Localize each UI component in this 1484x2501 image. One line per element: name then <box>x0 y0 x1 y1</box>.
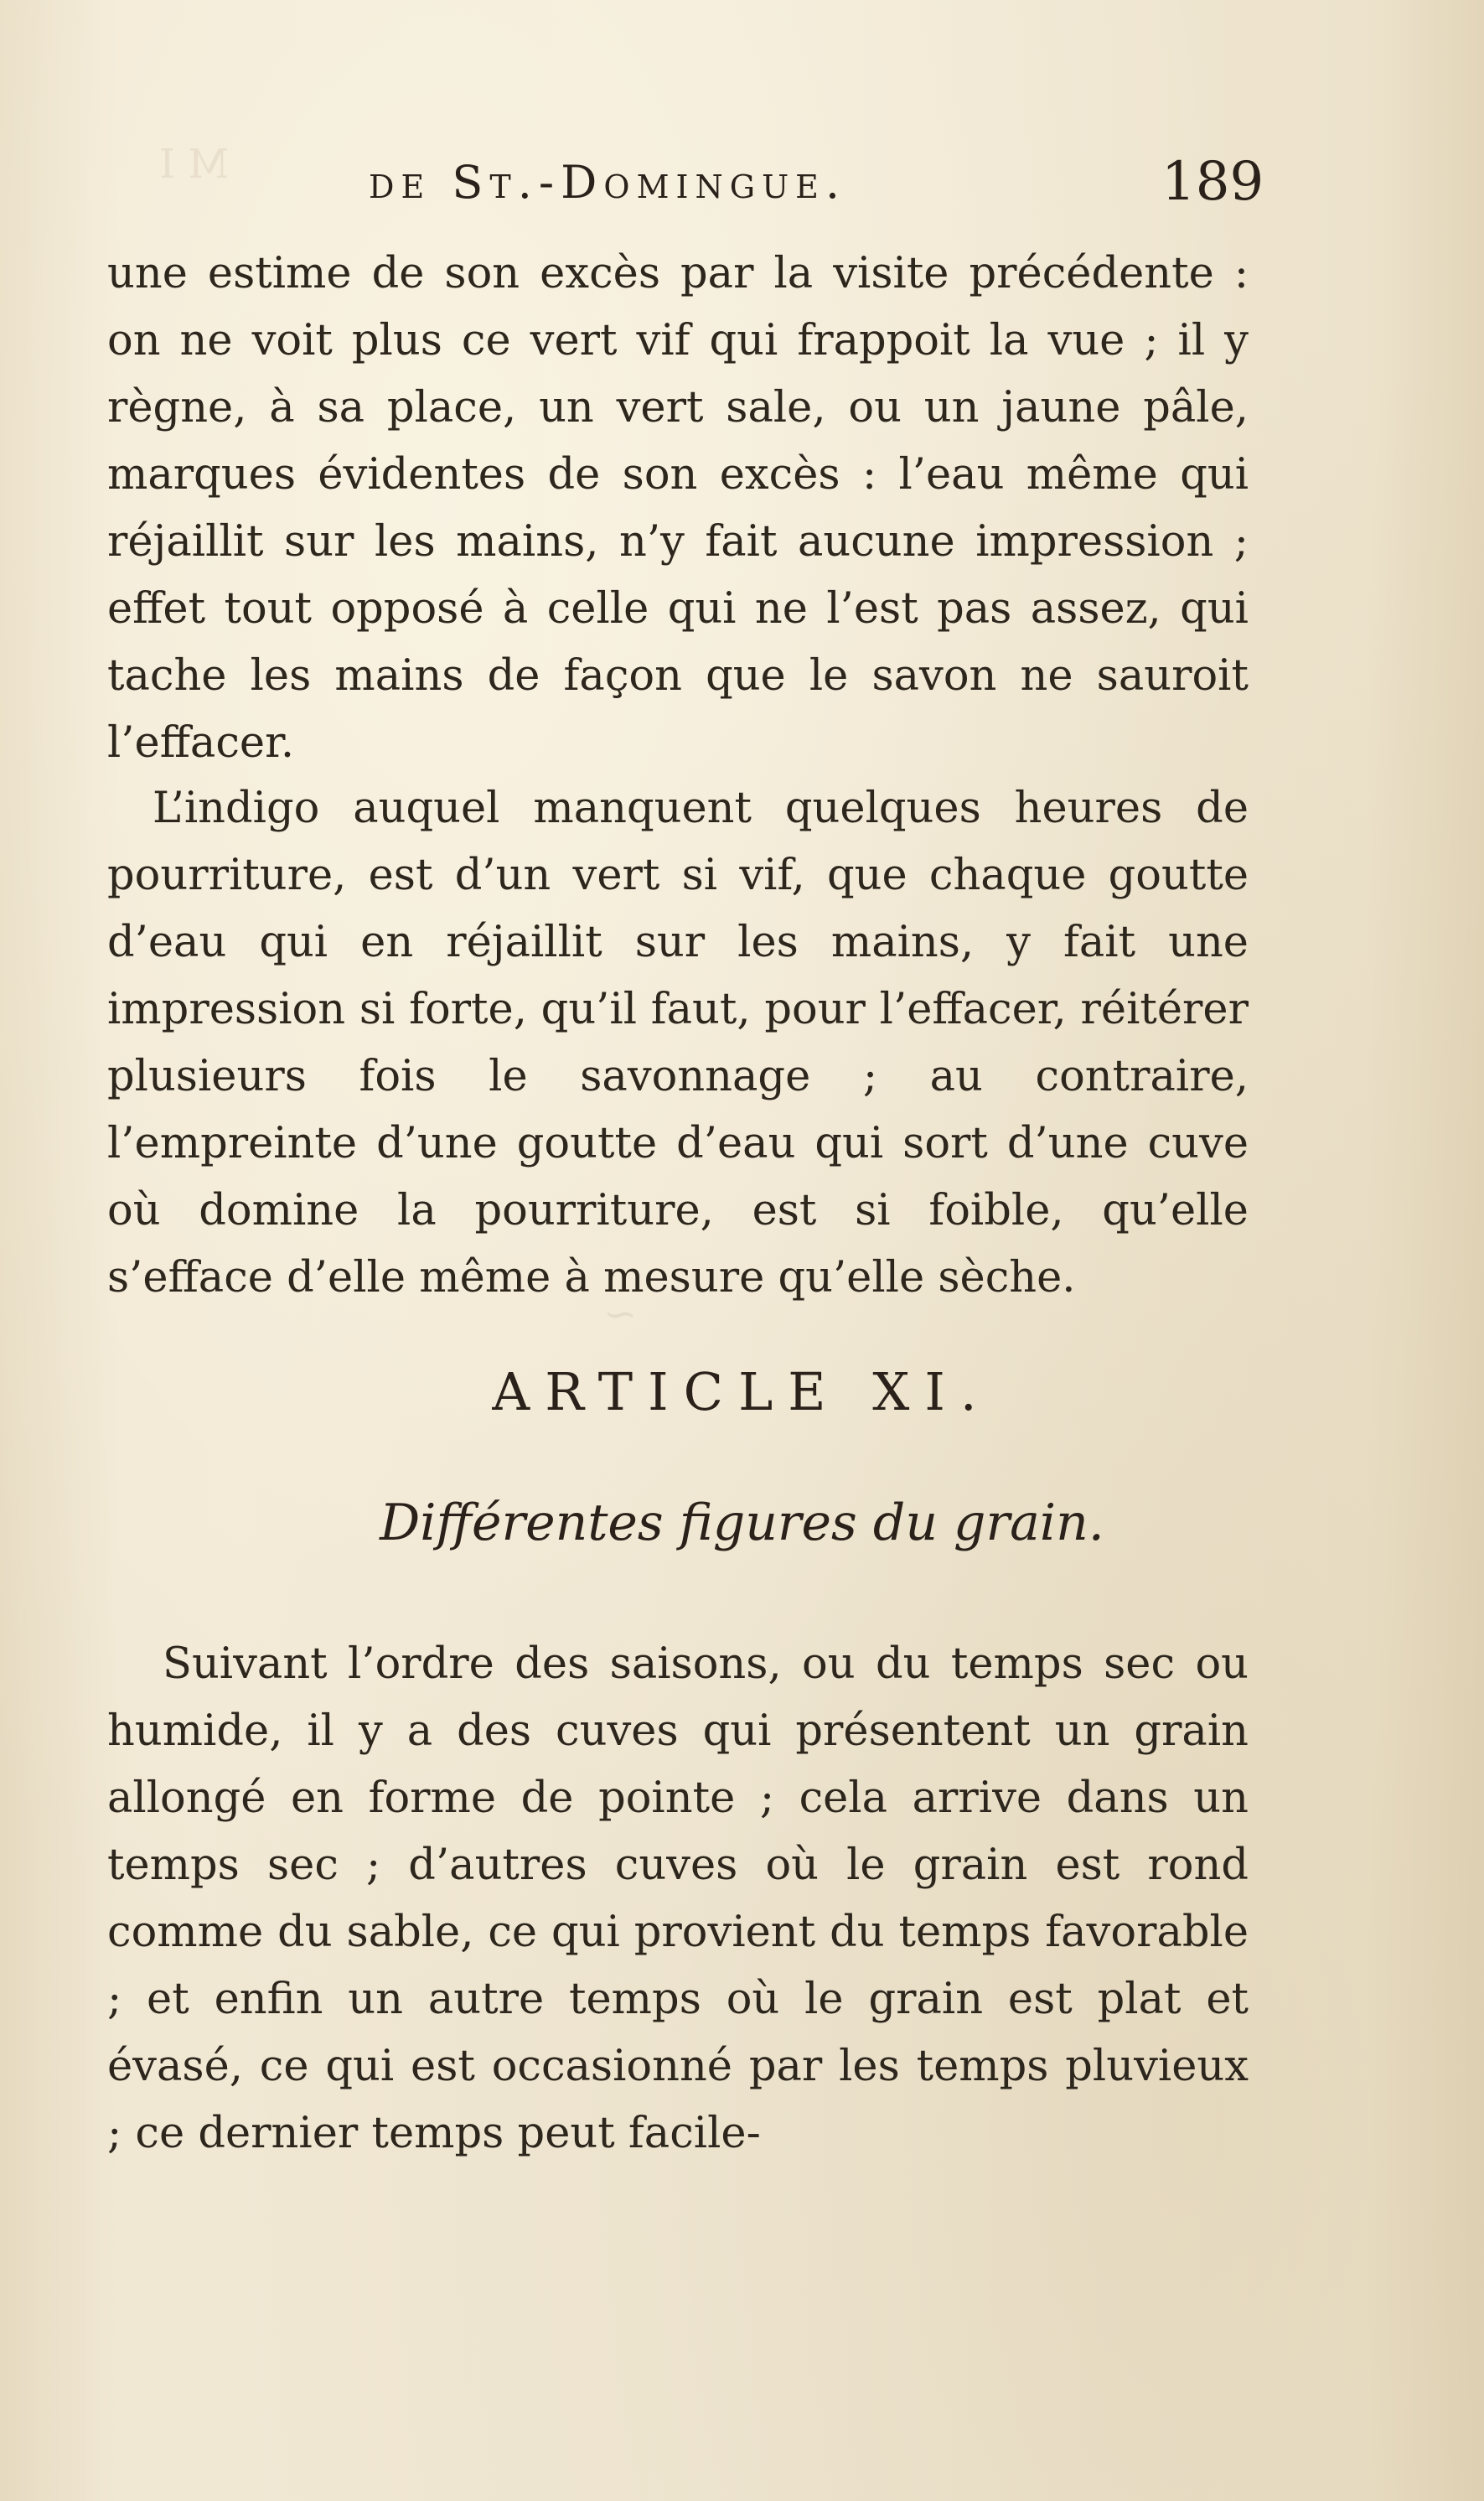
article-paragraph: Suivant l’ordre des saisons, ou du temps sec ou humide, il y a des cuves qui présentent un grain allongé en forme de pointe ; cela arrive dans un temps sec ; d’autres cuves où le grain est rond comme du sable, ce qui provient du temps favorable ; et enfin un autre temps où le grain est plat et évasé, ce qui est occasionné par les temps pluvieux ; ce dernier temps peut facile- <box>107 1639 1249 2158</box>
running-head <box>0 148 1484 223</box>
paragraph-indigo: L’indigo auquel manquent quelques heures de pourriture, est d’un vert si vif, que chaque goutte d’eau qui en réjaillit sur les mains, y fait une impression si forte, qu’il faut, pour l’effacer, réitérer plusieurs fois le savonnage ; au contraire, l’empreinte d’une goutte d’eau qui sort d’une cuve où domine la pourriture, est si foible, qu’elle s’efface d’elle même à mesure qu’elle sèche. <box>107 784 1249 1302</box>
show-through-text: ~ <box>603 1291 638 1338</box>
article-subtitle: Différentes figures du grain. <box>380 1494 1104 1552</box>
running-title: de St.-Domingue. <box>369 156 847 209</box>
show-through-text: M I <box>159 141 230 188</box>
paragraph-continuation: une estime de son excès par la visite précédente : on ne voit plus ce vert vif qui frappoit la vue ; il y règne, à sa place, un vert sale, ou un jaune pâle, marques évidentes de son excès : l’eau même qui réjaillit sur les mains, n’y fait aucune impression ; effet tout opposé à celle qui ne l’est pas assez, qui tache les mains de façon que le savon ne sauroit l’effacer. <box>107 249 1249 768</box>
page-number: 189 <box>1161 151 1264 213</box>
article-heading: ARTICLE XI. <box>492 1361 992 1422</box>
